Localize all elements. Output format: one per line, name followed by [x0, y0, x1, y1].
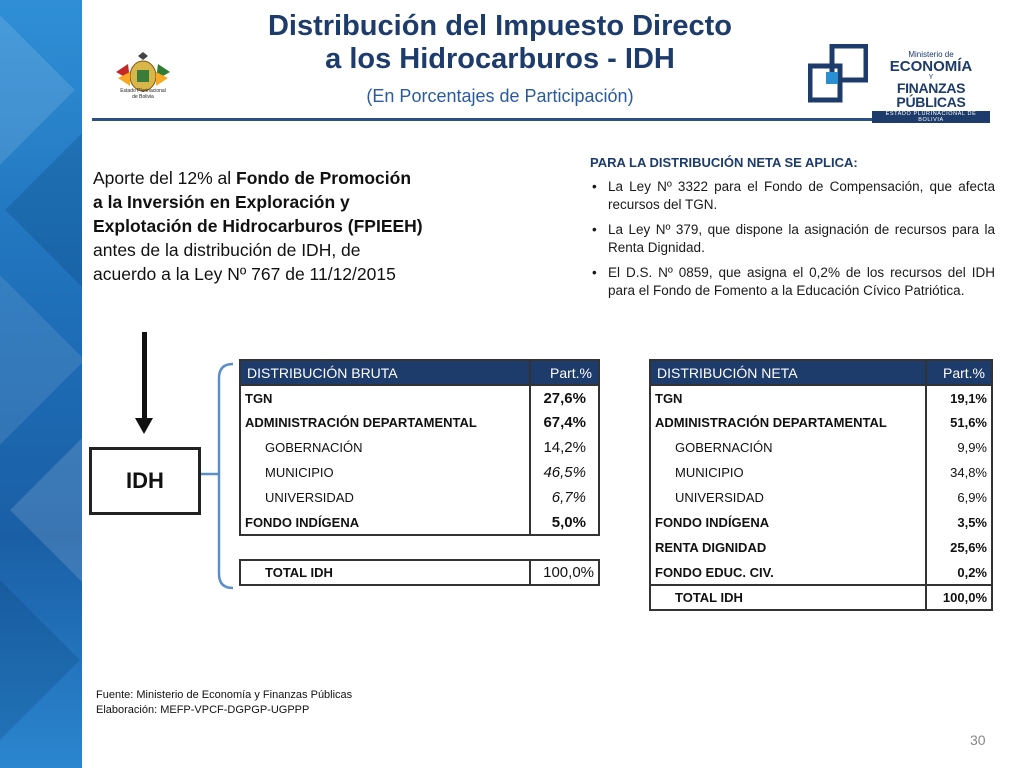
table-row: FONDO INDÍGENA 3,5% — [650, 510, 992, 535]
net-total-row: TOTAL IDH 100,0% — [650, 585, 992, 610]
table-row: MUNICIPIO 46,5% — [240, 460, 599, 485]
table-row: MUNICIPIO 34,8% — [650, 460, 992, 485]
gross-table-header-label: DISTRIBUCIÓN BRUTA — [240, 360, 530, 385]
ministry-logo-icon — [808, 44, 868, 104]
net-table-header-value: Part.% — [926, 360, 992, 385]
table-row: FONDO EDUC. CIV. 0,2% — [650, 560, 992, 585]
gross-distribution-table — [239, 359, 600, 536]
neta-rule-item: • La Ley Nº 379, que dispone la asignación de recursos para la Renta Dignidad. — [590, 221, 995, 257]
down-arrow-head — [135, 418, 153, 434]
table-row: ADMINISTRACIÓN DEPARTAMENTAL 67,4% — [240, 410, 599, 435]
neta-rule-item: • La Ley Nº 3322 para el Fondo de Compensación, que afecta recursos del TGN. — [590, 178, 995, 214]
bracket-connector — [201, 362, 241, 590]
neta-rules-heading: PARA LA DISTRIBUCIÓN NETA SE APLICA: — [590, 155, 858, 170]
source-footer — [96, 688, 352, 718]
table-row: TGN 27,6% — [240, 385, 599, 410]
gross-table-header-value: Part.% — [530, 360, 599, 385]
table-row: GOBERNACIÓN 14,2% — [240, 435, 599, 460]
coat-caption: Estado Plurinacional de Bolivia — [120, 88, 166, 100]
net-table-header-label: DISTRIBUCIÓN NETA — [650, 360, 926, 385]
source-line: Fuente: Ministerio de Economía y Finanzas Públicas — [96, 689, 353, 701]
table-row: UNIVERSIDAD 6,9% — [650, 485, 992, 510]
table-row: ADMINISTRACIÓN DEPARTAMENTAL 51,6% — [650, 410, 992, 435]
table-row: RENTA DIGNIDAD 25,6% — [650, 535, 992, 560]
fpieeh-note: Aporte del 12% al Fondo de Promoción a la Inversión en Exploración y Explotación de Hidrocarburos (FPIEEH) antes de la distribución de IDH, de acuerdo a la Ley Nº 767 de 11/12/2015 — [93, 168, 423, 284]
net-distribution-table — [649, 359, 993, 611]
side-decoration-band — [0, 0, 82, 768]
table-row: FONDO INDÍGENA 5,0% — [240, 510, 599, 535]
idh-box: IDH — [89, 447, 201, 515]
table-row: TGN 19,1% — [650, 385, 992, 410]
neta-rules-note — [590, 155, 995, 307]
table-row: UNIVERSIDAD 6,7% — [240, 485, 599, 510]
table-row: GOBERNACIÓN 9,9% — [650, 435, 992, 460]
page-number: 30 — [970, 732, 986, 748]
elaboration-line: Elaboración: MEFP-VPCF-DGPGP-UGPPP — [96, 704, 310, 716]
neta-rule-item: • El D.S. Nº 0859, que asigna el 0,2% de los recursos del IDH para el Fondo de Fomento a la Educación Cívico Patriótica. — [590, 264, 995, 300]
title-divider — [92, 118, 987, 121]
down-arrow-icon — [142, 332, 147, 424]
page-subtitle: (En Porcentajes de Participación) — [366, 86, 634, 106]
page-title: Distribución del Impuesto Directo a los Hidrocarburos - IDH — [267, 10, 733, 75]
gross-total-row: TOTAL IDH 100,0% — [239, 559, 600, 586]
ministry-wordmark: Ministerio de ECONOMÍA Y FINANZAS PÚBLICAS ESTADO PLURINACIONAL DE BOLIVIA — [872, 50, 990, 123]
